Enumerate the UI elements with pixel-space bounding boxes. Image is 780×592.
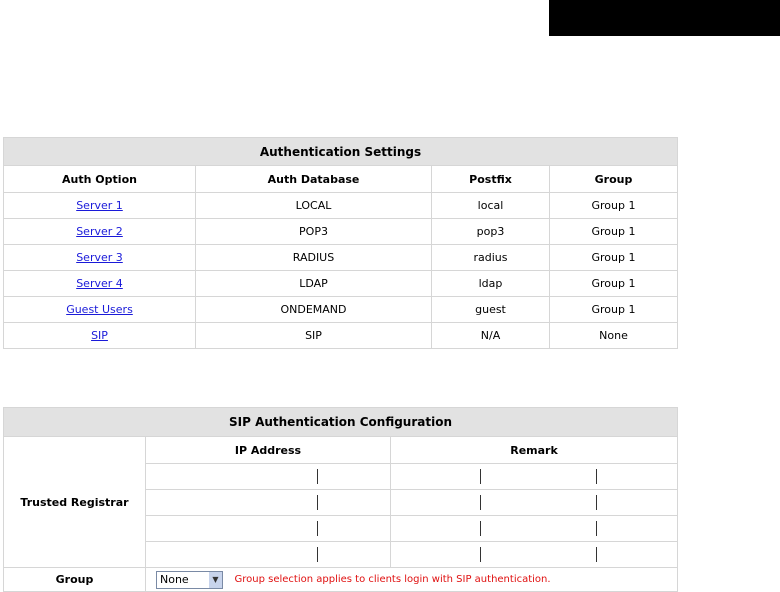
group-select-value: None — [160, 572, 189, 586]
table-row — [4, 271, 678, 297]
server-4-link[interactable]: Server 4 — [76, 277, 123, 290]
group-cell: Group 1 — [550, 245, 678, 271]
group-label: Group — [4, 568, 146, 592]
text-cursor — [480, 495, 481, 510]
group-cell: None — [550, 323, 678, 349]
ip-address-input-1[interactable] — [146, 464, 391, 490]
sip-link[interactable]: SIP — [91, 329, 108, 342]
header-black-box — [549, 0, 780, 36]
auth-database-cell: LDAP — [196, 271, 432, 297]
ip-address-input-3[interactable] — [146, 516, 391, 542]
authentication-settings-table — [3, 137, 678, 349]
text-cursor — [317, 495, 318, 510]
group-hint-text: Group selection applies to clients login with SIP authentication. — [234, 574, 551, 585]
group-cell: Group 1 — [550, 193, 678, 219]
table-row — [4, 323, 678, 349]
table-row — [4, 219, 678, 245]
ip-address-input-4[interactable] — [146, 542, 391, 568]
remark-input-3[interactable] — [391, 516, 678, 542]
header-auth-option: Auth Option — [4, 166, 196, 193]
text-cursor — [480, 521, 481, 536]
postfix-cell: N/A — [432, 323, 550, 349]
text-cursor — [480, 469, 481, 484]
text-cursor — [596, 521, 597, 536]
group-select[interactable] — [156, 571, 223, 589]
text-cursor — [480, 547, 481, 562]
auth-settings-title: Authentication Settings — [4, 138, 678, 166]
chevron-down-icon[interactable]: ▼ — [209, 572, 222, 588]
guest-users-link[interactable]: Guest Users — [66, 303, 133, 316]
text-cursor — [317, 469, 318, 484]
auth-database-cell: RADIUS — [196, 245, 432, 271]
table-row — [4, 245, 678, 271]
sip-authentication-configuration-table — [3, 407, 678, 592]
header-postfix: Postfix — [432, 166, 550, 193]
auth-database-cell: POP3 — [196, 219, 432, 245]
server-2-link[interactable]: Server 2 — [76, 225, 123, 238]
remark-input-2[interactable] — [391, 490, 678, 516]
text-cursor — [317, 547, 318, 562]
table-row — [4, 193, 678, 219]
postfix-cell: ldap — [432, 271, 550, 297]
group-cell: Group 1 — [550, 271, 678, 297]
group-cell: Group 1 — [550, 219, 678, 245]
remark-input-4[interactable] — [391, 542, 678, 568]
header-auth-database: Auth Database — [196, 166, 432, 193]
table-row — [4, 297, 678, 323]
group-cell: Group 1 — [550, 297, 678, 323]
trusted-registrar-label: Trusted Registrar — [4, 437, 146, 568]
sip-config-title: SIP Authentication Configuration — [4, 408, 678, 437]
postfix-cell: radius — [432, 245, 550, 271]
text-cursor — [596, 469, 597, 484]
header-group: Group — [550, 166, 678, 193]
auth-database-cell: ONDEMAND — [196, 297, 432, 323]
server-3-link[interactable]: Server 3 — [76, 251, 123, 264]
ip-address-input-2[interactable] — [146, 490, 391, 516]
auth-database-cell: LOCAL — [196, 193, 432, 219]
ip-address-header: IP Address — [146, 437, 391, 464]
postfix-cell: pop3 — [432, 219, 550, 245]
text-cursor — [596, 495, 597, 510]
server-1-link[interactable]: Server 1 — [76, 199, 123, 212]
remark-header: Remark — [391, 437, 678, 464]
postfix-cell: guest — [432, 297, 550, 323]
remark-input-1[interactable] — [391, 464, 678, 490]
text-cursor — [317, 521, 318, 536]
text-cursor — [596, 547, 597, 562]
postfix-cell: local — [432, 193, 550, 219]
auth-database-cell: SIP — [196, 323, 432, 349]
